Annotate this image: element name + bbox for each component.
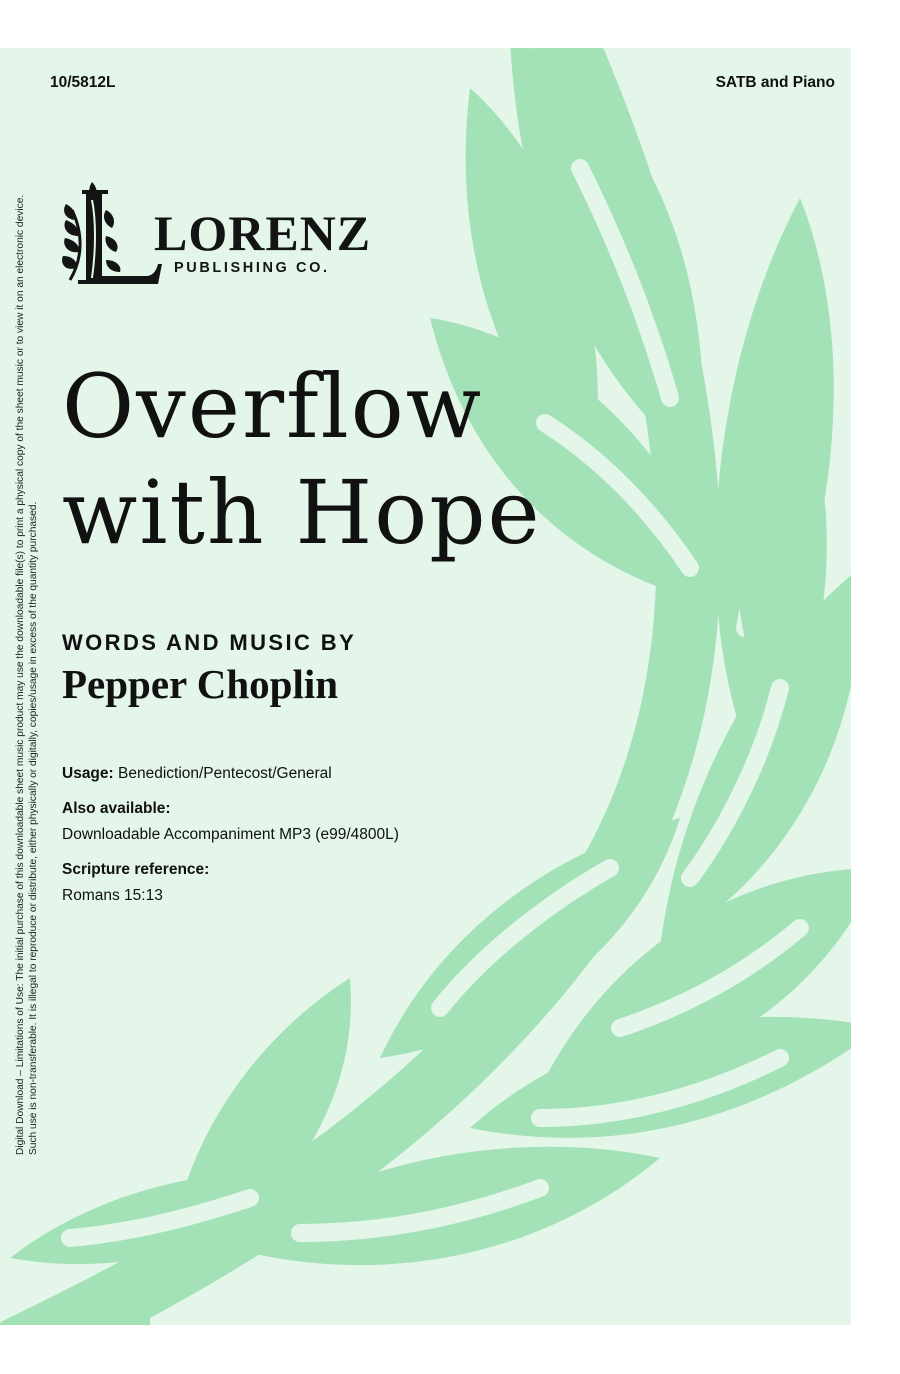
also-available-value: Downloadable Accompaniment MP3 (e99/4800L) bbox=[62, 826, 399, 843]
composer-name: Pepper Choplin bbox=[62, 661, 339, 707]
title-line-2: with Hope bbox=[62, 461, 542, 564]
usage-label: Usage: bbox=[62, 765, 114, 782]
catalog-number: 10/5812L bbox=[50, 74, 116, 91]
usage-value: Benediction/Pentecost/General bbox=[118, 765, 332, 782]
scripture-label: Scripture reference: bbox=[62, 861, 210, 878]
also-available-label: Also available: bbox=[62, 800, 171, 817]
logo-subtitle: PUBLISHING CO. bbox=[174, 260, 330, 276]
voicing-label: SATB and Piano bbox=[715, 74, 835, 91]
scripture-value: Romans 15:13 bbox=[62, 887, 163, 904]
usage-line bbox=[62, 765, 332, 783]
usage-disclaimer bbox=[15, 125, 41, 1155]
song-title bbox=[62, 354, 542, 566]
cover-page bbox=[0, 48, 851, 1325]
credit-label: WORDS AND MUSIC BY bbox=[62, 630, 357, 655]
logo-wordmark: LORENZ bbox=[154, 205, 372, 261]
laurel-l-icon bbox=[62, 180, 162, 298]
disclaimer-line-1: Digital Download – Limitations of Use: The initial purchase of this downloadable sheet music product may use the downloadable file(s) to print a physical copy of the sheet music or to view it on an electronic device. bbox=[15, 194, 26, 1155]
disclaimer-line-2: Such use is non-transferable. It is illegal to reproduce or distribute, either physically or digitally, copies/usage in excess of the quantity purchased. bbox=[27, 501, 39, 1155]
title-line-1: Overflow bbox=[62, 355, 484, 458]
publisher-logo bbox=[62, 180, 372, 298]
